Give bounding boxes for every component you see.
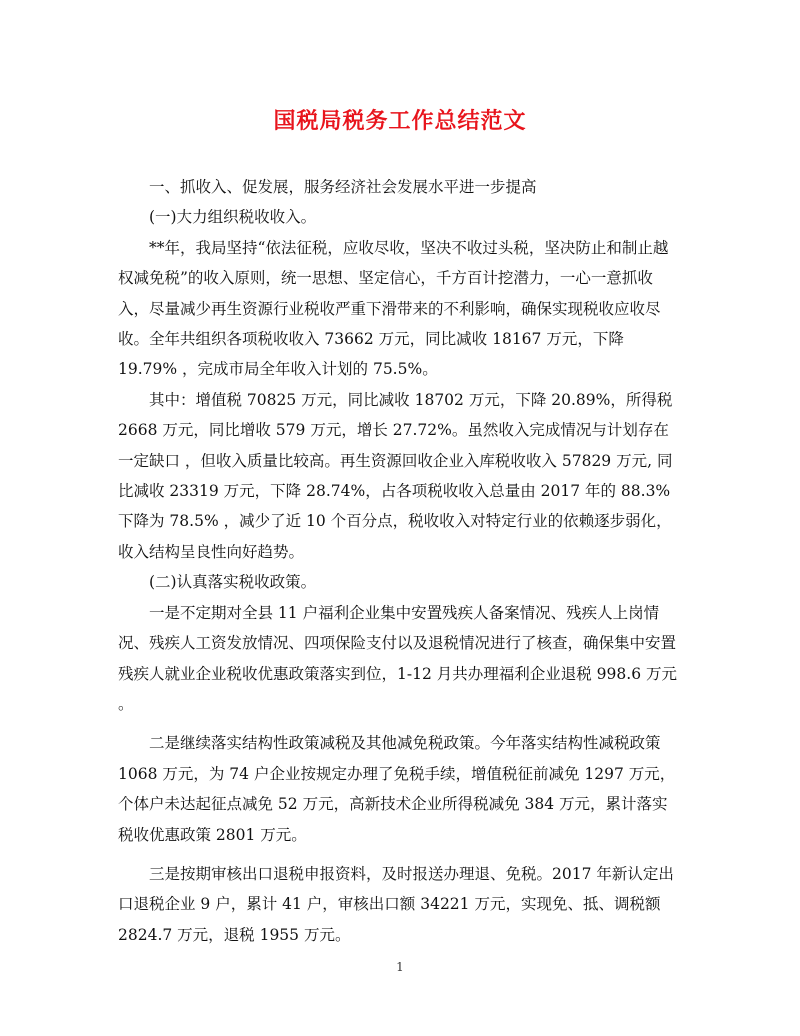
page-number: 1 [396, 960, 404, 974]
paragraph-welfare-enterprises: 一是不定期对全县 11 户福利企业集中安置残疾人备案情况、残疾人上岗情况、残疾人工资发放情况、四项保险支付以及退税情况进行了核查，确保集中安置残疾人就业企业税收优惠政策落实到位，1-12 月共办理福利企业退税 998.6 万元 。 [118, 603, 677, 713]
paragraph-revenue-detail: 其中：增值税 70825 万元，同比减收 18702 万元，下降 20.89%，所得税 2668 万元，同比增收 579 万元，增长 27.72%。虽然收入完成情况与计划存在一定缺口 ，但收入质量比较高。再生资源回收企业入库税收收入 57829 万元, 同比减收 23319 万元，下降 28.74%，占各项税收收入总量由 2017 年的 88.3%下降为 78.5% ，减少了近 10 个百分点，税收收入对特定行业的依赖逐步弱化，收入结构呈良性向好趋势。 [118, 390, 673, 561]
paragraph-revenue-summary: **年，我局坚持“依法征税，应收尽收，坚决不收过头税，坚决防止和制止越权减免税”的收入原则，统一思想、坚定信心，千方百计挖潜力，一心一意抓收入，尽量减少再生资源行业税收严重下滑带来的不利影响，确保实现税收应收尽收。全年共组织各项税收收入 73662 万元，同比减收 18167 万元，下降 19.79% ，完成市局全年收入计划的 75.5%。 [118, 238, 669, 379]
document-body [118, 172, 682, 950]
subsection-heading-2: (二)认真落实税收政策。 [149, 573, 317, 592]
paragraph-tax-reduction: 二是继续落实结构性政策减税及其他减免税政策。今年落实结构性减税政策 1068 万元，为 74 户企业按规定办理了免税手续，增值税征前减免 1297 万元，个体户未达起征点减免 52 万元，高新技术企业所得税减免 384 万元，累计落实税收优惠政策 2801 万元。 [118, 734, 676, 844]
section-heading-1: 一、抓收入、促发展，服务经济社会发展水平进一步提高 [149, 178, 537, 196]
document-title: 国税局税务工作总结范文 [273, 108, 527, 134]
subsection-heading-1: (一)大力组织税收收入。 [149, 208, 317, 227]
paragraph-export-rebate: 三是按期审核出口退税申报资料，及时报送办理退、免税。2017 年新认定出口退税企业 9 户，累计 41 户，审核出口额 34221 万元，实现免、抵、调税额 2824.7 万元，退税 1955 万元。 [118, 864, 674, 944]
